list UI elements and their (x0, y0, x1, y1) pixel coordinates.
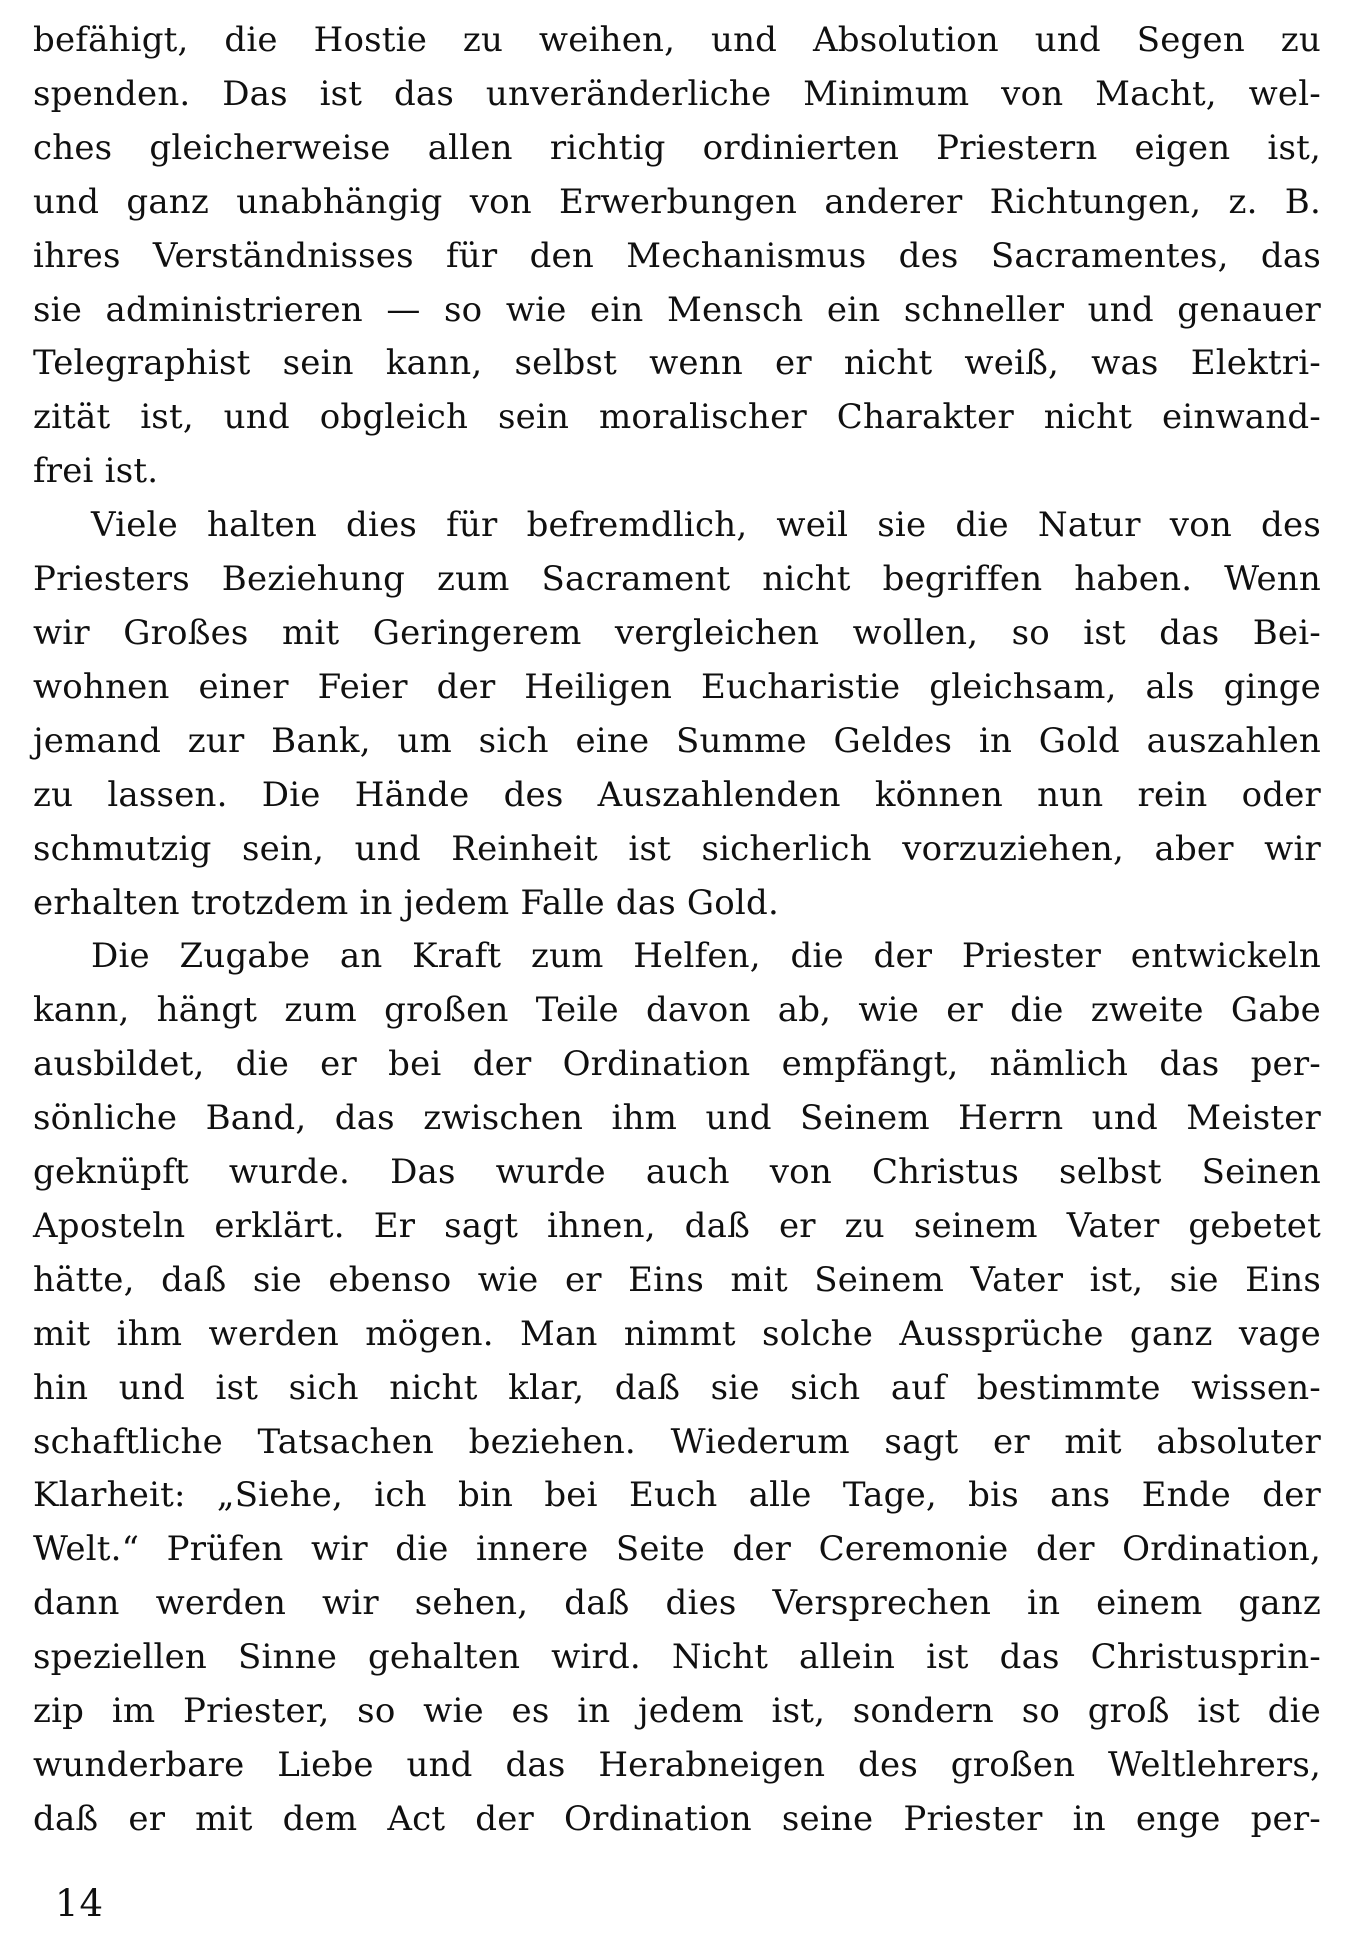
text-line: befähigt, die Hostie zu weihen, und Absolution und Segen zu (33, 20, 1321, 60)
body-text (33, 14, 1321, 1847)
page-number: 14 (55, 1882, 105, 1925)
text-line: Aposteln erklärt. Er sagt ihnen, daß er zu seinem Vater gebetet (33, 1205, 1321, 1246)
text-line: zität ist, und obgleich sein moralischer Charakter nicht einwand- (33, 397, 1321, 438)
text-line: mit ihm werden mögen. Man nimmt solche Aussprüche ganz vage (33, 1313, 1321, 1354)
text-line: und ganz unabhängig von Erwerbungen anderer Richtungen, z. B. (33, 181, 1321, 222)
text-line: Die Zugabe an Kraft zum Helfen, die der Priester entwickeln (91, 936, 1321, 977)
text-line: Priesters Beziehung zum Sacrament nicht begriffen haben. Wenn (33, 559, 1321, 600)
text-line: ches gleicherweise allen richtig ordinierten Priestern eigen ist, (33, 127, 1321, 168)
text-line: spenden. Das ist das unveränderliche Minimum von Macht, wel- (33, 73, 1321, 114)
text-line: dann werden wir sehen, daß dies Versprechen in einem ganz (33, 1583, 1321, 1624)
text-line: zu lassen. Die Hände des Auszahlenden können nun rein oder (33, 774, 1321, 815)
text-line: hin und ist sich nicht klar, daß sie sich auf bestimmte wissen- (33, 1367, 1321, 1408)
text-line: Welt.“ Prüfen wir die innere Seite der Ceremonie der Ordination, (33, 1529, 1321, 1570)
text-line: daß er mit dem Act der Ordination seine Priester in enge per- (33, 1798, 1321, 1839)
text-line: frei ist. (33, 451, 159, 492)
text-line: ihres Verständnisses für den Mechanismus des Sacramentes, das (33, 235, 1321, 276)
text-line: speziellen Sinne gehalten wird. Nicht allein ist das Christusprin- (33, 1637, 1321, 1678)
text-line: Telegraphist sein kann, selbst wenn er nicht weiß, was Elektri- (33, 343, 1321, 384)
text-line: geknüpft wurde. Das wurde auch von Christus selbst Seinen (33, 1152, 1321, 1193)
text-line: ausbildet, die er bei der Ordination empfängt, nämlich das per- (33, 1044, 1321, 1085)
text-line: schmutzig sein, und Reinheit ist sicherlich vorzuziehen, aber wir (33, 828, 1321, 869)
text-line: jemand zur Bank, um sich eine Summe Geldes in Gold auszahlen (33, 720, 1321, 761)
text-line: erhalten trotzdem in jedem Falle das Gold. (33, 882, 779, 923)
text-line: wunderbare Liebe und das Herabneigen des großen Weltlehrers, (33, 1745, 1321, 1785)
text-line: hätte, daß sie ebenso wie er Eins mit Seinem Vater ist, sie Eins (33, 1259, 1321, 1300)
text-line: sönliche Band, das zwischen ihm und Seinem Herrn und Meister (33, 1098, 1321, 1139)
text-line: zip im Priester, so wie es in jedem ist, sondern so groß ist die (33, 1691, 1321, 1732)
text-line: Klarheit: „Siehe, ich bin bei Euch alle Tage, bis ans Ende der (33, 1475, 1321, 1516)
text-line: kann, hängt zum großen Teile davon ab, wie er die zweite Gabe (33, 990, 1321, 1031)
text-line: schaftliche Tatsachen beziehen. Wiederum sagt er mit absoluter (33, 1421, 1321, 1462)
text-line: sie administrieren — so wie ein Mensch ein schneller und genauer (33, 289, 1321, 330)
text-line: wohnen einer Feier der Heiligen Eucharistie gleichsam, als ginge (33, 666, 1321, 707)
text-line: wir Großes mit Geringerem vergleichen wollen, so ist das Bei- (33, 612, 1321, 653)
text-line: Viele halten dies für befremdlich, weil sie die Natur von des (91, 505, 1321, 546)
